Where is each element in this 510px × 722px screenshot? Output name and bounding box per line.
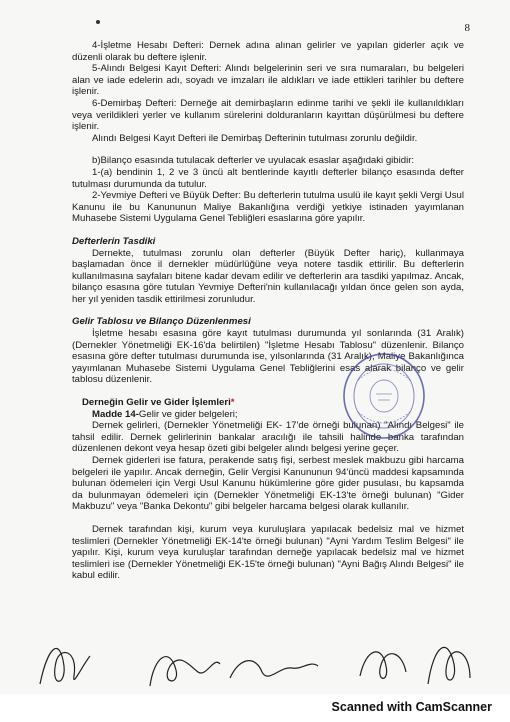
madde-label: Madde 14- [92,408,139,420]
heading-defterlerin-tasdiki: Defterlerin Tasdiki [72,235,156,247]
paragraph-isletme-hesabi: 4-İşletme Hesabı Defteri: Dernek adına alınan gelirler ve yapılan giderler açık ve düzenli olarak bu deftere işlenir. [72,40,464,63]
paragraph-demirbas: 6-Demirbaş Defteri: Derneğe ait demirbaşların edinme tarihi ve şekli ile kullanıldıkları veya verildikleri yerler ve kullanım sürelerini dolduranların kayıttan düşürülmesi bu deftere işlenir. [72,97,464,133]
signature-2 [150,657,220,686]
paragraph-gelir-tablosu: İşletme hesabı esasına göre kayıt tutulması durumunda yıl sonlarında (31 Aralık) (Dernekler Yönetmeliği EK-16'da belirtilen) "İşletme Hesabı Tablosu" düzenlenir. Bilanço esasına göre defter tutulması durumunda ise, yılsonlarında (31 Aralık), Maliye Bakanlığınca yayımlanan Muhasebe Sistemi Uygulama Genel Tebliğlerini esas alarak bilanço ve gelir tablosu düzenlenir. [72,328,464,386]
paragraph-yevmiye: 2-Yevmiye Defteri ve Büyük Defter: Bu defterlerin tutulma usulü ile kayıt şekli Vergi Usul Kanunu ile bu Kanununun Maliye Bakanlığına verdiği yetkiye istinaden yayımlanan Muhasebe Sistemi Uygulama Genel Tebliğleri esaslarına göre yapılır. [72,190,464,225]
paragraph-tasdik: Dernekte, tutulması zorunlu olan defterler (Büyük Defter hariç), kullanmaya başlamadan önce il dernekler müdürlüğüne veya notere tasdik ettirilir. Bu defterlerin kullanılmasına sayfaları bitene kadar devam edilir ve defterlerin ara tasdiki yapılmaz. Ancak, bilanço esasına göre tutulan Yevmiye Defteri'nin kullanılacağı yıldan önce gelen son ayda, her yıl yeniden tasdik ettirilmesi zorunludur. [72,247,464,305]
paragraph-dernek-giderleri: Dernek giderleri ise fatura, perakende satış fişi, serbest meslek makbuzu gibi harcama belgeleri ile yapılır. Ancak derneğin, Gelir Vergisi Kanununun 94'üncü maddesi kapsamında bulunan ödemeleri için Vergi Usul Kanunu hükümlerine göre gider pusulası, bu kapsamda da bulunmayan ödemeleri için (Dernekler Yönetmeliği EK-13'te örneği bulunan) "Gider Makbuzu" veya "Banka Dekontu" gibi belgeler harcama belgesi olarak kullanılır. [72,455,464,513]
heading-gelir-gider-text: Derneğin Gelir ve Gider İşlemleri [82,397,231,409]
scan-speck [96,20,100,24]
paragraph-dernek-gelirleri: Dernek gelirleri, (Dernekler Yönetmeliği EK- 17'de örneği bulunan) "Alındı Belgesi" ile tahsil edilir. Dernek gelirlerinin bankalar aracılığı ile tahsili halinde banka tarafından düzenlenen dekont veya hesap özeti gibi belgeler alındı belgesi yerine geçer. [72,420,464,455]
signature-3 [230,661,318,678]
paragraph-zorunlu-degil: Alındı Belgesi Kayıt Defteri ile Demirbaş Defterinin tutulması zorunlu değildir. [92,132,418,144]
madde-text: Gelir ve gider belgeleri; [138,408,238,420]
official-stamp [338,350,430,442]
signature-5 [428,647,470,684]
heading-star: * [230,397,235,409]
scanner-watermark: Scanned with CamScanner [331,700,492,714]
signature-4 [360,652,406,678]
paragraph-alindi-belgesi: 5-Alındı Belgesi Kayıt Defteri: Alındı belgelerinin seri ve sıra numaraları, bu belgeleri alan ve iade edelerin adı, soyadı ve imzaları ile aldıkları ve iade ettikleri tarihler bu deftere işlenir. [72,63,464,98]
heading-gelir-tablosu: Gelir Tablosu ve Bilanço Düzenlenmesi [72,316,251,328]
scanner-footer [0,694,510,722]
page-number: 8 [464,22,470,34]
paragraph-bedelsiz-teslim: Dernek tarafından kişi, kurum veya kuruluşlara yapılacak bedelsiz mal ve hizmet teslimleri (Dernekler Yönetmeliği EK-14'te örneği bulunan) "Ayni Yardım Teslim Belgesi" ile yapılır. Kişi, kurum veya kuruluşlar tarafından derneğe yapılacak bedelsiz mal ve hizmet teslimleri ise (Dernekler Yönetmeliği EK-15'te örneği bulunan) "Ayni Bağış Alındı Belgesi" ile kabul edilir. [72,523,464,582]
document-body [72,40,464,582]
paragraph-alt-bent: 1-(a) bendinin 1, 2 ve 3 üncü alt bentlerinde kayıtlı defterler bilanço esasında defter tutulması durumunda da tutulur. [72,166,464,190]
signature-1 [40,648,90,684]
signatures [30,626,480,696]
paragraph-bilanco-esasi: b)Bilanço esasında tutulacak defterler ve uyulacak esaslar aşağıdaki gibidir: [92,155,415,167]
